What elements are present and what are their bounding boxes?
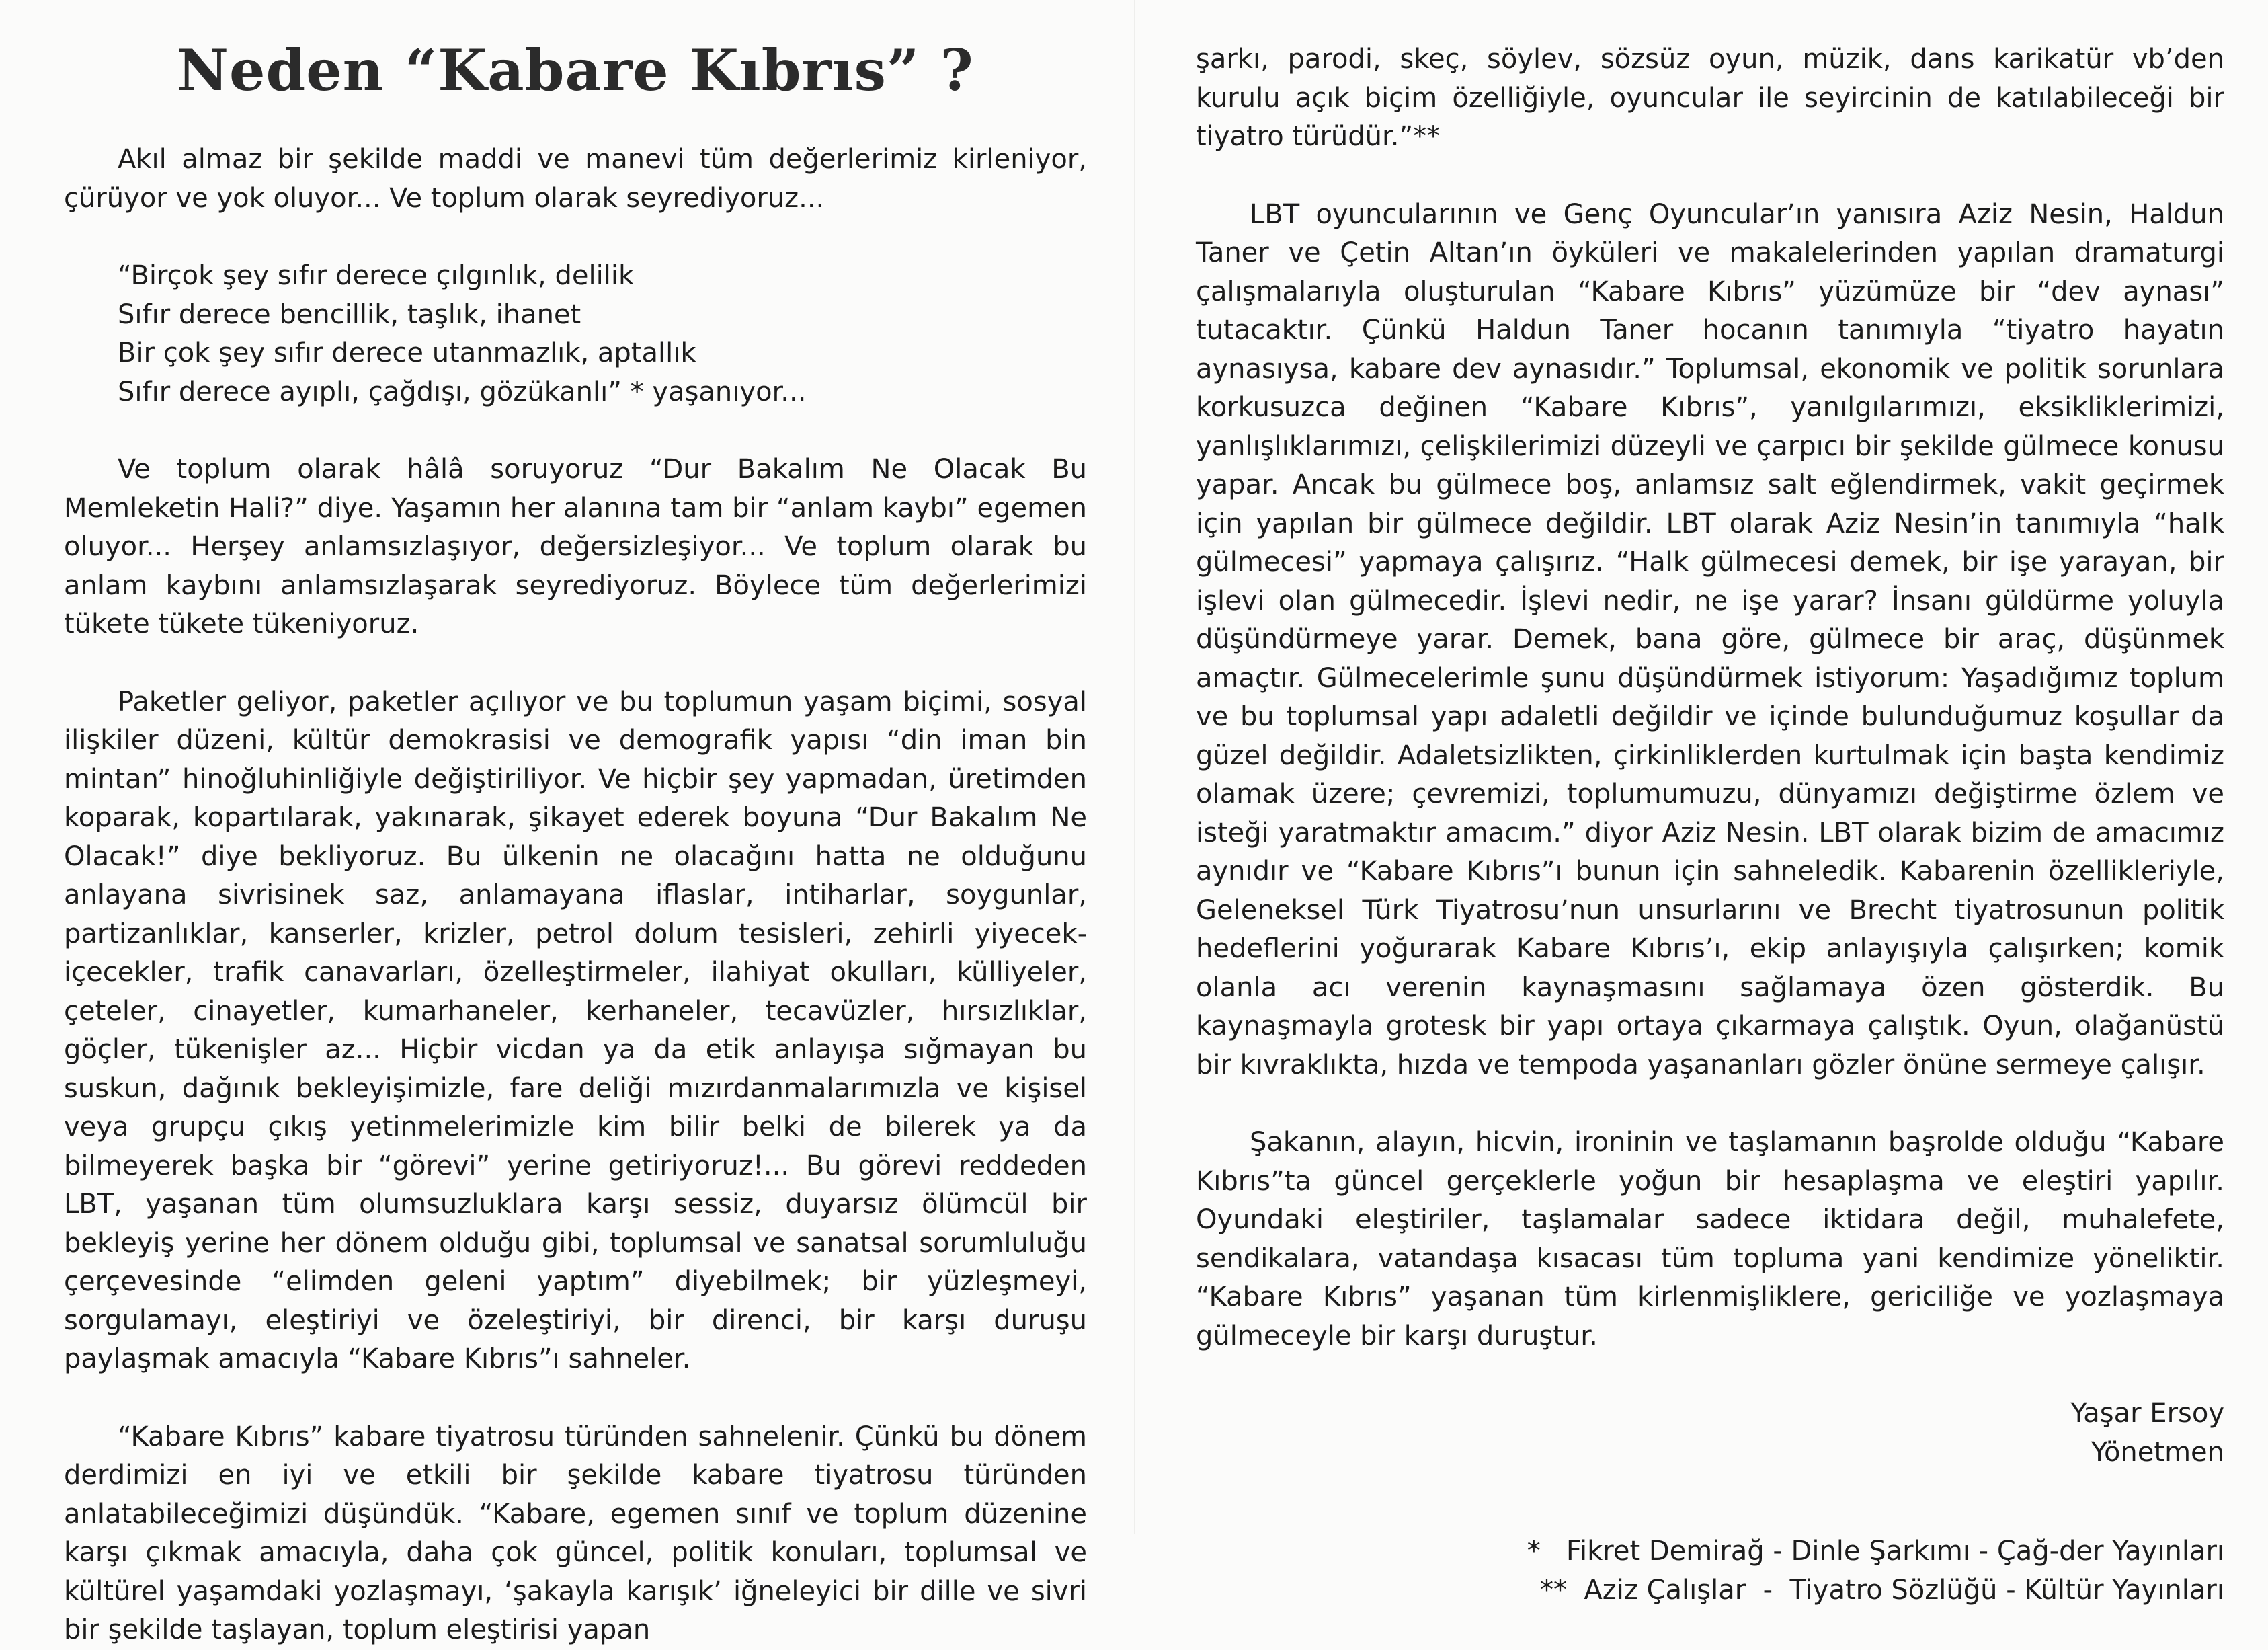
body-paragraph: Paketler geliyor, paketler açılıyor ve bu toplumun yaşam biçimi, sosyal ilişkiler düzeni, kültür demokrasisi ve demografik yapısı “din iman bin mintan” hinoğluhinliğiyle değiştiriliyor. Ve hiçbir şey yapmadan, üretimden koparak, kopartılarak, yakınarak, şikayet ederek boyuna “Dur Bakalım Ne Olacak!” diye bekliyoruz. Bu ülkenin ne olacağını hatta ne olduğunu anlayana sivrisinek saz, anlamayana iflaslar, intiharlar, soygunlar, partizanlıklar, kanserler, krizler, petrol dolum tesisleri, zehirli yiyecek-içecekler, trafik canavarları, özelleştirmeler, ilahiyat okulları, külliyeler, çeteler, cinayetler, kumarhaneler, kerhaneler, tecavüzler, hırsızlıklar, göçler, tükenişler az... Hiçbir vicdan ya da etik anlayışa sığmayan bu suskun, dağınık bekleyişimizle, fare deliği mızırdanmalarımızla ve kişisel veya grupçu çıkış yetinmelerimizle kim bilir belki de bilerek ya da bilmeyerek başka bir “görevi” yerine getiriyoruz!... Bu görevi reddeden LBT, yaşanan tüm olumsuzluklara karşı sessiz, duyarsız ölümcül bir bekleyiş yerine her dönem olduğu gibi, toplumsal ve sanatsal sorumluluğu çerçevesinde “elimden geleni yaptım” diyebilmek; bir yüzleşmeyi, sorgulamayı, eleştiriyi ve özeleştiriyi, bir direnci, bir karşı duruşu paylaşmak amacıyla “Kabare Kıbrıs”ı sahneler. <box>64 686 1087 1374</box>
poem-line: Sıfır derece bencillik, taşlık, ihanet <box>118 299 581 330</box>
footnote: * Fikret Demirağ - Dinle Şarkımı - Çağ-der Yayınları <box>1527 1536 2224 1567</box>
author-name: Yaşar Ersoy <box>2070 1398 2224 1429</box>
intro-paragraph: Akıl almaz bir şekilde maddi ve manevi tüm değerlerimiz kirleniyor, çürüyor ve yok oluyor... Ve toplum olarak seyrediyoruz... <box>64 144 1087 214</box>
author-role: Yönetmen <box>2091 1436 2224 1468</box>
body-paragraph: Şakanın, alayın, hicvin, ironinin ve taşlamanın başrolde olduğu “Kabare Kıbrıs”ta güncel gerçeklerle yoğun bir hesaplaşma ve eleştiri yapılır. Oyundaki eleştiriler, taşlamalar sadece iktidara değil, muhalefete, sendikalara, vatandaşa kısacası tüm topluma yani kendimize yöneliktir. “Kabare Kıbrıs” yaşanan tüm kirlenmişliklere, gericiliğe ve yozlaşmaya gülmeceyle bir karşı duruştur. <box>1196 1127 2224 1351</box>
body-paragraph: Ve toplum olarak hâlâ soruyoruz “Dur Bakalım Ne Olacak Bu Memleketin Hali?” diye. Yaşamın her alanına tam bir “anlam kaybı” egemen oluyor... Herşey anlamsızlaşıyor, değersizleşiyor... Ve toplum olarak bu anlam kaybını anlamsızlaşarak seyrediyoruz. Böylece tüm değerlerimizi tükete tükete tükeniyoruz. <box>64 454 1087 639</box>
poem-line: “Birçok şey sıfır derece çılgınlık, delilik <box>118 260 635 291</box>
body-paragraph: “Kabare Kıbrıs” kabare tiyatrosu türünden sahnelenir. Çünkü bu dönem derdimizi en iyi ve etkili bir şekilde kabare tiyatrosu türünden anlatabileceğimizi düşündük. “Kabare, egemen sınıf ve toplum düzenine karşı çıkmak amacıyla, daha çok güncel, politik konuları, toplumsal ve kültürel yaşamdaki yozlaşmayı, ‘şakayla karışık’ iğneleyici bir dille ve sivri bir şekilde taşlayan, toplum eleştirisi yapan <box>64 1421 1087 1645</box>
signature-block <box>1196 1394 2224 1472</box>
right-page <box>1134 0 2268 1606</box>
footnote: ** Aziz Çalışlar - Tiyatro Sözlüğü - Kültür Yayınları <box>1539 1574 2224 1606</box>
poem-line: Sıfır derece ayıplı, çağdışı, gözükanlı” * yaşanıyor... <box>118 376 807 407</box>
body-paragraph: şarkı, parodi, skeç, söylev, sözsüz oyun, müzik, dans karikatür vb’den kurulu açık biçim özelliğiyle, oyuncular ile seyircinin de katılabileceği bir tiyatro türüdür.”** <box>1196 44 2224 152</box>
poem-quote <box>118 257 1087 411</box>
body-paragraph: LBT oyuncularının ve Genç Oyuncular’ın yanısıra Aziz Nesin, Haldun Taner ve Çetin Altan’ın öyküleri ve makalelerinden yapılan dramaturgi çalışmalarıyla oluşturulan “Kabare Kıbrıs” yüzümüze bir “dev aynası” tutacaktır. Çünkü Haldun Taner hocanın tanımıyla “tiyatro hayatın aynasıysa, kabare dev aynasıdır.” Toplumsal, ekonomik ve politik sorunlara korkusuzca değinen “Kabare Kıbrıs”, yanılgılarımızı, eksikliklerimizi, yanlışlıklarımızı, çelişkilerimizi düzeyli ve çarpıcı bir şekilde gülmece konusu yapar. Ancak bu gülmece boş, anlamsız salt eğlendirmek, vakit geçirmek için yapılan bir gülmece değildir. LBT olarak Aziz Nesin’in tanımıyla “halk gülmecesi” yapmaya çalışırız. “Halk gülmecesi demek, bir işe yarayan, bir işlevi olan gülmecedir. İşlevi nedir, ne işe yarar? İnsanı güldürme yoluyla düşündürmeye yarar. Demek, bana göre, gülmece bir araç, düşünmek amaçtır. Gülmecelerimle şunu düşündürmek istiyorum: Yaşadığımız toplum ve bu toplumsal yapı adaletli değildir ve içinde bulunduğumuz koşullar da güzel değildir. Adaletsizlikten, çirkinliklerden kurtulmak için başta kendimiz olamak üzere; çevremizi, toplumumuzu, dünyamızı değiştirme özlem ve isteği yaratmaktır amacım.” diyor Aziz Nesin. LBT olarak bizim de amacımız aynıdır ve “Kabare Kıbrıs”ı bunun için sahneledik. Kabarenin özellikleriyle, Geleneksel Türk Tiyatrosu’nun unsurlarını ve Brecht tiyatrosunun politik hedeflerini yoğurarak Kabare Kıbrıs’ı, ekip anlayışıyla çalışırken; komik olanla acı verenin kaynaşmasını sağlamaya özen gösterdik. Bu kaynaşmayla grotesk bir yapı ortaya çıkarmaya çalıştık. Oyun, olağanüstü bir kıvraklıkta, hızda ve tempoda yaşananları gözler önüne sermeye çalışır. <box>1196 198 2224 1081</box>
footnotes <box>1196 1532 2224 1610</box>
page-title: Neden “Kabare Kıbrıs” ? <box>177 37 974 104</box>
poem-line: Bir çok şey sıfır derece utanmazlık, aptallık <box>118 338 696 368</box>
left-page <box>0 0 1134 1645</box>
